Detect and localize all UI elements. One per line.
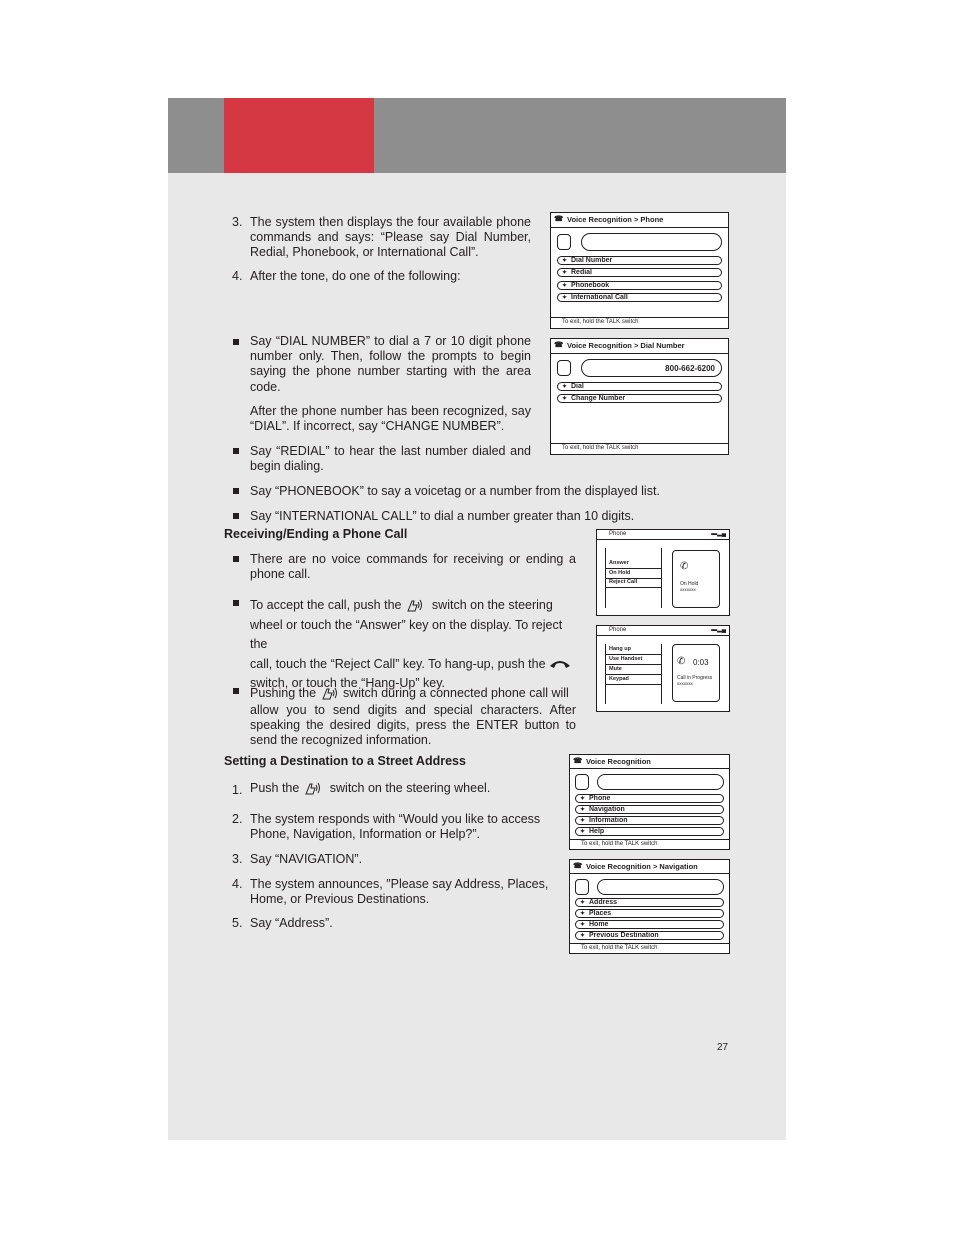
- menu-item-phonebook[interactable]: ✦ Phonebook: [557, 281, 722, 290]
- text-fragment: switch on the steering wheel.: [329, 781, 491, 795]
- section-heading: Setting a Destination to a Street Address: [224, 754, 466, 768]
- speaker-icon: [557, 360, 571, 376]
- bullet-text: Say “INTERNATIONAL CALL” to dial a number greater than 10 digits.: [250, 509, 635, 523]
- bullet: [233, 688, 239, 694]
- bullet: [233, 488, 239, 494]
- voice-item-icon: ✦: [562, 384, 568, 390]
- on-hold-key[interactable]: On Hold: [606, 568, 661, 579]
- voice-item-icon: ✦: [562, 396, 568, 402]
- hang-up-key[interactable]: Hang up: [606, 644, 661, 655]
- header-tab: [224, 98, 374, 173]
- menu-item-information[interactable]: ✦ Information: [575, 816, 724, 825]
- screen-title-bar: [570, 755, 729, 769]
- talk-switch-icon: [405, 598, 425, 613]
- footer-text: To exit, hold the TALK switch: [562, 445, 639, 451]
- step-number: 4.: [232, 877, 243, 891]
- phone-title-bar: [597, 626, 729, 636]
- voice-icon: ☎: [573, 756, 583, 765]
- speaker-icon: [557, 234, 571, 250]
- voice-icon: ☎: [554, 340, 564, 349]
- menu-item-previous-destination[interactable]: ✦ Previous Destination: [575, 931, 724, 940]
- step-text: The system announces, ″Please say Address, Places, Home, or Previous Destinations.: [250, 877, 549, 907]
- bullet: [233, 513, 239, 519]
- menu-item-dial[interactable]: ✦ Dial: [557, 382, 722, 391]
- call-status-panel: [672, 644, 720, 702]
- menu-item-address[interactable]: ✦ Address: [575, 898, 724, 907]
- talk-switch-icon: [303, 781, 323, 796]
- menu-item-international-call[interactable]: ✦ International Call: [557, 293, 722, 302]
- hang-up-switch-icon: [549, 658, 571, 670]
- call-timer: 0:03: [693, 658, 709, 667]
- bullet: [233, 556, 239, 562]
- screen-phone-incoming: [596, 529, 730, 616]
- caller-id: xxxxxxx: [677, 681, 693, 686]
- voice-icon: ☎: [573, 861, 583, 870]
- voice-icon: ☎: [554, 214, 564, 223]
- screen-title: Voice Recognition: [586, 757, 651, 766]
- text-fragment: allow you to send digits and special characters. After speaking the desired digits, press the ENTER button to send the recognized information.: [250, 703, 576, 748]
- keypad-key[interactable]: Keypad: [606, 674, 661, 685]
- screen-footer: [570, 943, 729, 953]
- step-text: After the tone, do one of the following:: [250, 269, 461, 283]
- phone-key-list: [605, 548, 662, 608]
- dialed-number: 800-662-6200: [665, 364, 715, 373]
- step-text: Say “NAVIGATION”.: [250, 852, 363, 866]
- bullet-text: There are no voice commands for receiving or ending a phone call.: [250, 552, 576, 582]
- footer-text: To exit, hold the TALK switch: [562, 319, 639, 325]
- menu-item-dial-number[interactable]: ✦ Dial Number: [557, 256, 722, 265]
- bullet-text-accept-call: [250, 596, 576, 694]
- text-fragment: call, touch the “Reject Call” key. To hang-up, push the: [250, 656, 546, 671]
- step-text: The system responds with “Would you like to access Phone, Navigation, Information or Help?”.: [250, 812, 541, 842]
- signal-icon: ▬▂▄: [711, 627, 726, 633]
- voice-item-icon: ✦: [580, 829, 586, 835]
- menu-item-home[interactable]: ✦ Home: [575, 920, 724, 929]
- menu-item-redial[interactable]: ✦ Redial: [557, 268, 722, 277]
- step-number: 2.: [232, 812, 243, 826]
- footer-text: To exit, hold the TALK switch: [581, 841, 658, 847]
- active-call-icon: ✆: [677, 656, 686, 667]
- mute-key[interactable]: Mute: [606, 664, 661, 675]
- call-status: Call in Progress: [677, 675, 713, 681]
- bullet: [233, 448, 239, 454]
- voice-item-icon: ✦: [580, 922, 586, 928]
- reject-call-key[interactable]: Reject Call: [606, 577, 661, 588]
- voice-item-icon: ✦: [562, 258, 568, 264]
- incoming-call-icon: ✆: [680, 561, 689, 572]
- recognition-display: [597, 879, 724, 895]
- bullet: [233, 600, 239, 606]
- recognition-display: [581, 233, 722, 251]
- step-number: 4.: [232, 269, 243, 283]
- talk-switch-icon: [320, 686, 340, 701]
- recognition-display: [597, 774, 724, 790]
- recognition-display: [581, 359, 722, 377]
- signal-icon: ▬▂▄: [711, 531, 726, 537]
- step-number: 3.: [232, 852, 243, 866]
- menu-item-phone[interactable]: ✦ Phone: [575, 794, 724, 803]
- phone-key-list: [605, 644, 662, 704]
- voice-item-icon: ✦: [580, 818, 586, 824]
- bullet-text-continued: After the phone number has been recognized, say “DIAL”. If incorrect, say “CHANGE NUMBER”.: [250, 404, 531, 434]
- screen-title-bar: [570, 860, 729, 874]
- menu-item-help[interactable]: ✦ Help: [575, 827, 724, 836]
- footer-text: To exit, hold the TALK switch: [581, 945, 658, 951]
- screen-title: Phone: [609, 531, 627, 537]
- screen-title: Voice Recognition > Dial Number: [567, 341, 685, 350]
- phone-title-bar: [597, 530, 729, 540]
- text-fragment: switch, or touch the “Hang-Up” key.: [250, 676, 445, 690]
- screen-vr-dial-number: [550, 338, 729, 455]
- text-fragment: Pushing the: [250, 686, 317, 700]
- bullet: [233, 339, 239, 345]
- screen-title-bar: [551, 339, 728, 354]
- call-status: On Hold: [680, 581, 699, 587]
- bullet-text: Say “DIAL NUMBER” to dial a 7 or 10 digit phone number only. Then, follow the prompts to begin saying the phone number starting with the area code.: [250, 334, 531, 394]
- text-fragment: Push the: [250, 781, 300, 795]
- page-number: 27: [717, 1042, 729, 1053]
- screen-title-bar: [551, 213, 728, 228]
- answer-key[interactable]: Answer: [606, 558, 661, 569]
- screen-footer: [551, 317, 728, 328]
- screen-footer: [570, 839, 729, 849]
- voice-item-icon: ✦: [562, 295, 568, 301]
- text-fragment: To accept the call, push the: [250, 598, 402, 612]
- caller-id: xxxxxxx: [680, 587, 696, 592]
- menu-item-navigation[interactable]: ✦ Navigation: [575, 805, 724, 814]
- screen-title: Voice Recognition > Navigation: [586, 862, 698, 871]
- bullet-text: Say “REDIAL” to hear the last number dialed and begin dialing.: [250, 444, 531, 474]
- text-fragment: switch on the steering: [431, 598, 553, 612]
- step-number: 1.: [232, 783, 243, 797]
- use-handset-key[interactable]: Use Handset: [606, 654, 661, 665]
- voice-item-icon: ✦: [580, 933, 586, 939]
- section-heading: Receiving/Ending a Phone Call: [224, 527, 408, 541]
- step-number: 3.: [232, 215, 243, 229]
- bullet-text: Say “PHONEBOOK” to say a voicetag or a number from the displayed list.: [250, 484, 660, 498]
- screen-phone-in-progress: [596, 625, 730, 712]
- screen-vr-main: [569, 754, 730, 850]
- step-number: 5.: [232, 916, 243, 930]
- screen-title: Voice Recognition > Phone: [567, 215, 664, 224]
- step-text: The system then displays the four available phone commands and says: “Please say Dial Number, Redial, Phonebook, or International Call”.: [250, 215, 531, 260]
- voice-item-icon: ✦: [562, 270, 568, 276]
- text-fragment: switch during a connected phone call will: [343, 686, 569, 700]
- speaker-icon: [575, 879, 589, 895]
- voice-item-icon: ✦: [580, 900, 586, 906]
- step-text: [250, 781, 550, 796]
- bullet-text-dtmf: [250, 684, 576, 749]
- menu-item-change-number[interactable]: ✦ Change Number: [557, 394, 722, 403]
- menu-item-places[interactable]: ✦ Places: [575, 909, 724, 918]
- screen-vr-phone: [550, 212, 729, 329]
- voice-item-icon: ✦: [580, 796, 586, 802]
- call-status-panel: [672, 550, 720, 608]
- screen-vr-navigation: [569, 859, 730, 954]
- voice-item-icon: ✦: [562, 283, 568, 289]
- step-text: Say “Address”.: [250, 916, 333, 930]
- text-fragment: wheel or touch the “Answer” key on the display. To reject the: [250, 617, 563, 651]
- voice-item-icon: ✦: [580, 911, 586, 917]
- voice-item-icon: ✦: [580, 807, 586, 813]
- screen-title: Phone: [609, 627, 627, 633]
- screen-footer: [551, 443, 728, 454]
- speaker-icon: [575, 774, 589, 790]
